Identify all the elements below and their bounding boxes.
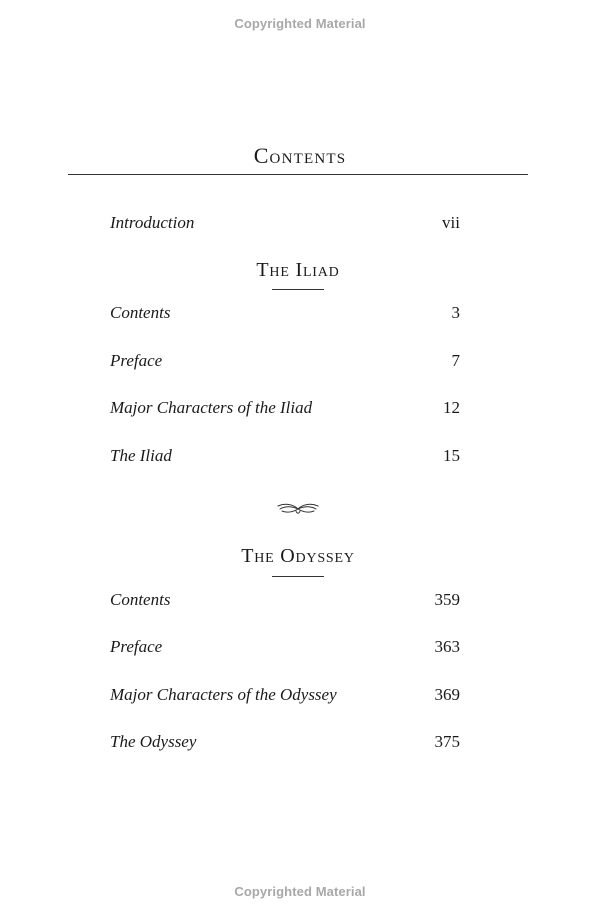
toc-entry-label: Contents	[110, 303, 171, 322]
toc-entry-page: 15	[443, 446, 460, 465]
toc-entry-page: 7	[451, 351, 460, 370]
toc-entry-page: 359	[434, 590, 460, 609]
toc-entry-iliad-contents[interactable]	[110, 302, 460, 324]
toc-entry-label: Preface	[110, 637, 163, 656]
toc-entry-introduction[interactable]	[110, 212, 460, 234]
toc-entry-label: Introduction	[110, 213, 195, 232]
toc-entry-page: 12	[443, 398, 460, 417]
toc-entry-label: Major Characters of the Iliad	[110, 398, 313, 417]
copyright-watermark-bottom: Copyrighted Material	[234, 884, 366, 899]
toc-entry-label: Major Characters of the Odyssey	[110, 685, 337, 704]
toc-entry-label: The Iliad	[110, 446, 172, 465]
section-divider-iliad	[272, 289, 324, 290]
copyright-watermark-top: Copyrighted Material	[234, 16, 366, 31]
toc-entry-odyssey-characters[interactable]	[110, 684, 460, 706]
toc-entry-page: 3	[451, 303, 460, 322]
toc-entry-label: The Odyssey	[110, 732, 197, 751]
page-title: Contents	[253, 143, 347, 168]
section-heading-iliad: The Iliad	[256, 259, 340, 281]
title-divider	[68, 174, 528, 175]
fleuron-ornament-icon	[274, 500, 322, 516]
section-divider-odyssey	[272, 576, 324, 577]
toc-entry-page: 363	[434, 637, 460, 656]
toc-entry-page: 369	[434, 685, 460, 704]
toc-entry-label: Contents	[110, 590, 171, 609]
toc-entry-odyssey-text[interactable]	[110, 731, 460, 753]
toc-entry-label: Preface	[110, 351, 163, 370]
toc-entry-odyssey-preface[interactable]	[110, 636, 460, 658]
toc-entry-iliad-characters[interactable]	[110, 397, 460, 419]
toc-entry-iliad-preface[interactable]	[110, 350, 460, 372]
toc-entry-page: vii	[442, 213, 460, 232]
toc-entry-iliad-text[interactable]	[110, 445, 460, 467]
section-heading-odyssey: The Odyssey	[241, 545, 355, 567]
toc-entry-page: 375	[434, 732, 460, 751]
toc-entry-odyssey-contents[interactable]	[110, 589, 460, 611]
